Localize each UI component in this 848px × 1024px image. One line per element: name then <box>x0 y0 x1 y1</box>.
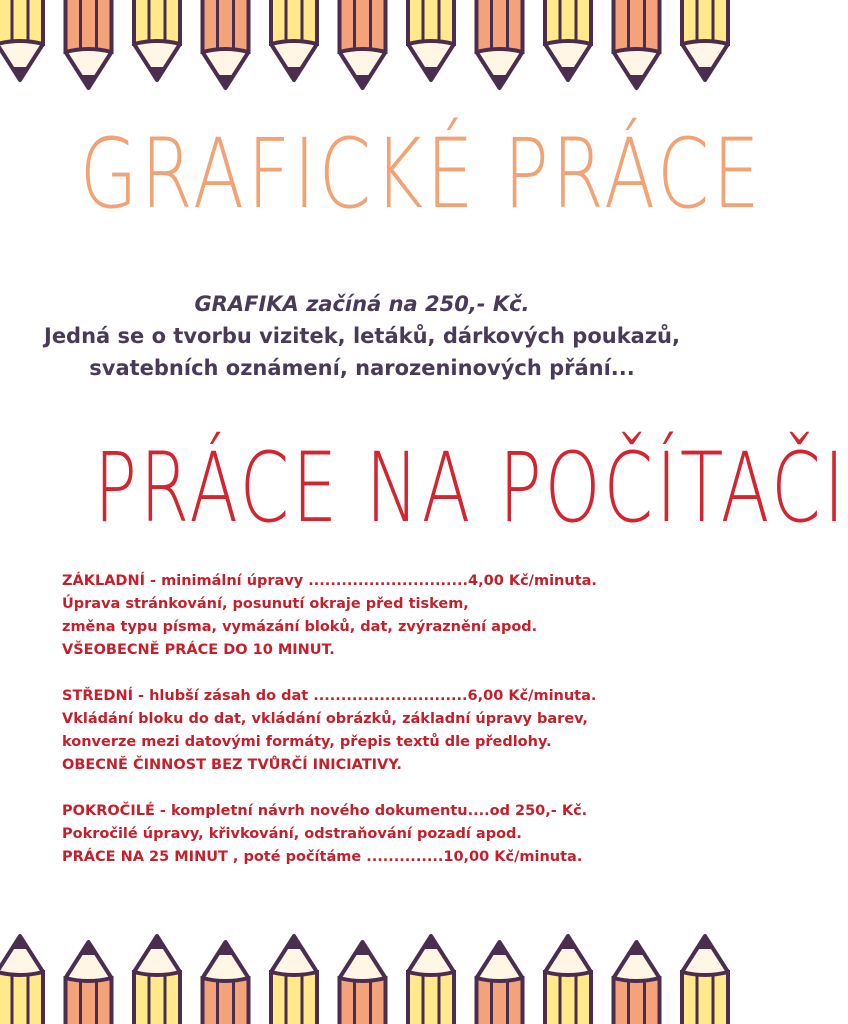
pencil-icon <box>340 0 386 88</box>
pencil-icon <box>271 0 317 80</box>
pencil-icon <box>614 0 660 88</box>
pricing-line: POKROČILÉ - kompletní návrh nového dokumentu....od 250,- Kč. <box>62 803 588 819</box>
pricing-line: Vkládání bloku do dat, vkládání obrázků, základní úpravy barev, <box>62 711 588 727</box>
pencil-icon-row-top <box>0 0 724 95</box>
pencil-icon <box>545 936 591 1024</box>
pricing-line: OBECNĚ ČINNOST BEZ TVŮRČÍ INICIATIVY. <box>62 757 402 773</box>
graphic-works-title: GRAFICKÉ PRÁCE <box>79 118 763 230</box>
computer-works-title: PRÁCE NA POČÍTAČI <box>94 432 848 544</box>
graphic-description-line-1: Jedná se o tvorbu vizitek, letáků, dárkových poukazů, <box>44 324 680 348</box>
pricing-list <box>62 570 682 892</box>
pricing-basic <box>62 570 682 662</box>
pencil-icon <box>0 0 43 80</box>
pencil-icon <box>408 0 454 80</box>
pencil-icon <box>0 936 43 1024</box>
graphic-description-line-2: svatebních oznámení, narozeninových přání... <box>89 356 635 380</box>
pencil-icon-row-bottom <box>0 930 724 1024</box>
pencil-icon <box>408 936 454 1024</box>
pencil-icon <box>134 936 180 1024</box>
pencil-icon <box>545 0 591 80</box>
bottom-pencil-border <box>0 930 724 1024</box>
pricing-advanced <box>62 800 682 869</box>
pencil-icon <box>682 936 728 1024</box>
pencil-icon <box>66 942 112 1024</box>
pencil-icon <box>66 0 112 88</box>
pencil-icon <box>477 0 523 88</box>
pencil-icon <box>134 0 180 80</box>
pricing-line: PRÁCE NA 25 MINUT , poté počítáme ..............10,00 Kč/minuta. <box>62 849 583 865</box>
pricing-medium <box>62 685 682 777</box>
graphic-intro <box>0 288 724 384</box>
top-pencil-border <box>0 0 724 95</box>
graphic-price-lead: GRAFIKA začíná na 250,- Kč. <box>194 292 530 316</box>
pencil-icon <box>614 942 660 1024</box>
pencil-icon <box>682 0 728 80</box>
pencil-icon <box>271 936 317 1024</box>
pencil-icon <box>203 0 249 88</box>
pencil-icon <box>340 942 386 1024</box>
pricing-line: ZÁKLADNÍ - minimální úpravy .............................4,00 Kč/minuta. <box>62 573 597 589</box>
pricing-line: změna typu písma, vymázání bloků, dat, zvýraznění apod. <box>62 619 538 635</box>
pricing-line: Úprava stránkování, posunutí okraje před tiskem, <box>62 596 469 612</box>
pricing-line: Pokročilé úpravy, křivkování, odstraňování pozadí apod. <box>62 826 522 842</box>
pencil-icon <box>477 942 523 1024</box>
pencil-icon <box>203 942 249 1024</box>
pricing-line: STŘEDNÍ - hlubší zásah do dat ............................6,00 Kč/minuta. <box>62 688 597 704</box>
pricing-line: konverze mezi datovými formáty, přepis textů dle předlohy. <box>62 734 552 750</box>
pricing-line: VŠEOBECNĚ PRÁCE DO 10 MINUT. <box>62 642 335 658</box>
